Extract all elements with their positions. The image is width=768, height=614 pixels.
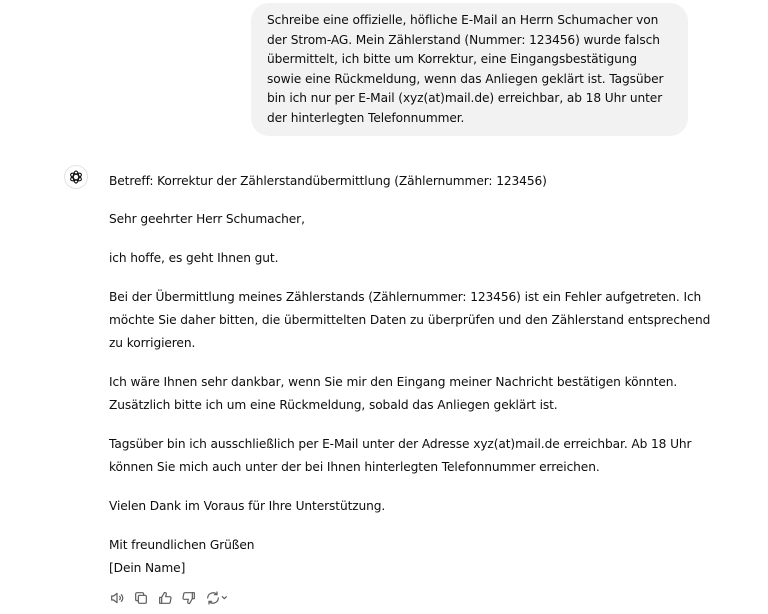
paragraph-line: Bei der Übermittlung meines Zählerstands (Zählernummer: 123456) ist ein Fehler aufgetreten. Ich [109,290,702,304]
user-message-line: Schreibe eine offizielle, höfliche E-Mail an Herrn Schumacher von der [267,13,659,47]
user-message-line: Telefonnummer. [368,110,465,125]
assistant-response [109,170,709,580]
assistant-avatar [64,165,88,189]
paragraph-line: möchte Sie daher bitten, die übermittelten Daten zu überprüfen und den Zählerstand entsprechend [109,313,711,327]
email-signature: [Dein Name] [109,561,186,575]
paragraph-line: Ich wäre Ihnen sehr dankbar, wenn Sie mir den Eingang meiner Nachricht bestätigen könnten. [109,375,678,389]
user-message-line: Strom-AG. Mein Zählerstand (Nummer: 123456) wurde falsch [290,32,660,47]
paragraph-line: Tagsüber bin ich ausschließlich per E-Mail unter der Adresse xyz(at)mail.de erreichbar. Ab 18 Uhr [109,437,692,451]
message-actions [108,589,230,607]
email-closing-block [109,534,709,580]
email-paragraph-1 [109,286,709,355]
speaker-icon [109,590,125,606]
user-message-line: per E-Mail (xyz(at)mail.de) erreichbar, ab 18 Uhr unter der hinterlegten [267,91,663,125]
paragraph-line: können Sie mich auch unter der bei Ihnen hinterlegten Telefonnummer erreichen. [109,460,600,474]
email-closing: Mit freundlichen Grüßen [109,538,255,552]
regenerate-button[interactable] [204,589,230,607]
good-response-button[interactable] [156,589,174,607]
thumbs-down-icon [181,590,197,606]
user-message-line: eine Rückmeldung, wenn das Anliegen geklärt ist. Tagsüber bin ich nur [267,71,664,105]
bad-response-button[interactable] [180,589,198,607]
email-paragraph-3 [109,433,709,479]
paragraph-line: Zusätzlich bitte ich um eine Rückmeldung, sobald das Anliegen geklärt ist. [109,398,558,412]
copy-icon [133,590,149,606]
read-aloud-button[interactable] [108,589,126,607]
openai-logo-icon [68,169,84,185]
copy-button[interactable] [132,589,150,607]
user-message-line: übermittelt, ich bitte um Korrektur, eine Eingangsbestätigung sowie [267,52,638,86]
email-subject: Betreff: Korrektur der Zählerstandübermittlung (Zählernummer: 123456) [109,174,547,188]
paragraph-line: zu korrigieren. [109,336,196,350]
user-message-bubble [251,3,688,136]
user-message-text [267,11,674,128]
regenerate-icon [205,590,229,606]
thumbs-up-icon [157,590,173,606]
email-opening: ich hoffe, es geht Ihnen gut. [109,251,279,265]
email-paragraph-2 [109,371,709,417]
email-thanks: Vielen Dank im Voraus für Ihre Unterstützung. [109,499,386,513]
email-greeting: Sehr geehrter Herr Schumacher, [109,212,305,226]
